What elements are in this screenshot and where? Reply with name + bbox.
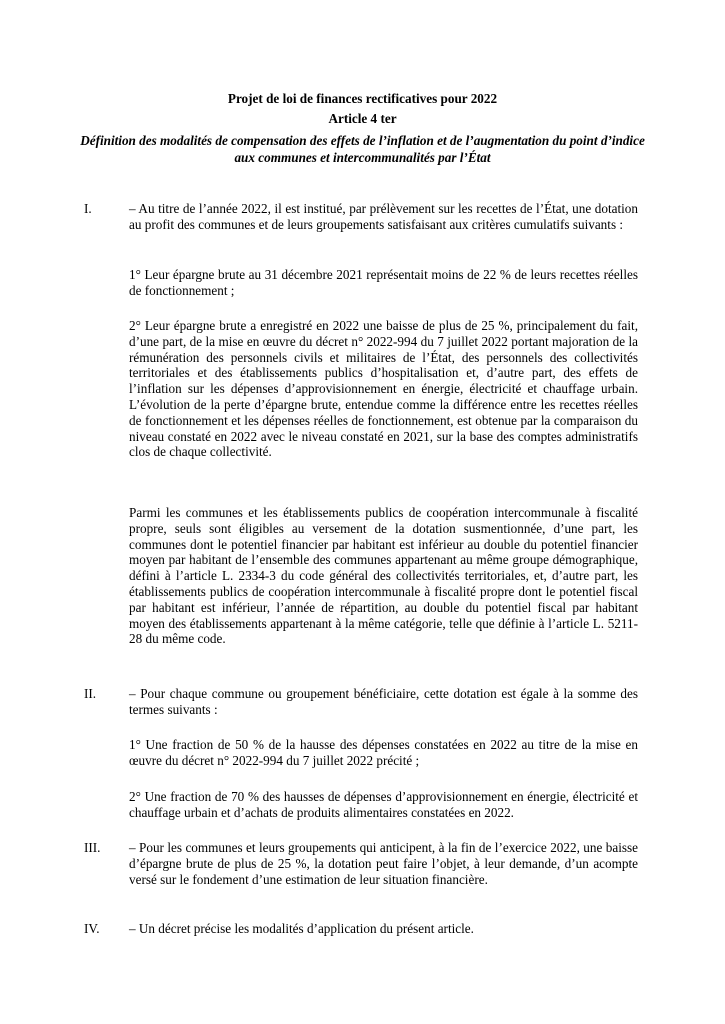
section-i-item-1: 1° Leur épargne brute au 31 décembre 2021 représentait moins de 22 % de leurs recettes réelles de fonctionnement ; xyxy=(129,267,638,298)
section-i-intro: – Au titre de l’année 2022, il est institué, par prélèvement sur les recettes de l’État, une dotation au profit des communes et de leurs groupements satisfaisant aux critères cumulatifs suivants : xyxy=(129,201,638,232)
section-label-iv: IV. xyxy=(84,921,100,936)
section-ii-item-1: 1° Une fraction de 50 % de la hausse des dépenses constatées en 2022 au titre de la mise en œuvre du décret n° 2022-994 du 7 juillet 2022 précité ; xyxy=(129,737,638,768)
section-label-ii: II. xyxy=(84,686,97,701)
section-label-iii: III. xyxy=(84,840,101,855)
section-i-item-2: 2° Leur épargne brute a enregistré en 2022 une baisse de plus de 25 %, principalement du fait, d’une part, de la mise en œuvre du décret n° 2022-994 du 7 juillet 2022 portant majoration de la rémunération des personnels civils et militaires de l’État, des personnels des collectivités territoriales et des établissements publics d’hospitalisation et, d’autre part, des effets de l’inflation sur les dépenses d’approvisionnement en énergie, électricité et chauffage urbain. L’évolution de la perte d’épargne brute, entendue comme la différence entre les recettes réelles de fonctionnement et les dépenses réelles de fonctionnement, est obtenue par la comparaison du niveau constaté en 2022 avec le niveau constaté en 2021, sur la base des comptes administratifs clos de chaque collectivité. xyxy=(129,318,638,460)
section-i-eligibility: Parmi les communes et les établissements publics de coopération intercommunale à fiscalité propre, seuls sont éligibles au versement de la dotation susmentionnée, d’une part, les communes dont le potentiel financier par habitant est inférieur au double du potentiel financier moyen par habitant de l’ensemble des communes appartenant au même groupe démographique, défini à l’article L. 2334-3 du code général des collectivités territoriales, et, d’autre part, les établissements publics de coopération intercommunale à fiscalité propre dont le potentiel fiscal par habitant est inférieur, l’année de répartition, au double du potentiel fiscal par habitant moyen des établissements appartenant à la même catégorie, telle que définie à l’article L. 5211-28 du même code. xyxy=(129,505,638,647)
article-number: Article 4 ter xyxy=(328,111,397,126)
section-iv-text: – Un décret précise les modalités d’application du présent article. xyxy=(129,921,474,936)
section-label-i: I. xyxy=(84,201,92,216)
section-ii-intro: – Pour chaque commune ou groupement bénéficiaire, cette dotation est égale à la somme des termes suivants : xyxy=(129,686,638,717)
section-ii-item-2: 2° Une fraction de 70 % des hausses de dépenses d’approvisionnement en énergie, électricité et chauffage urbain et d’achats de produits alimentaires constatées en 2022. xyxy=(129,789,638,820)
document-title: Projet de loi de finances rectificatives pour 2022 xyxy=(227,91,498,106)
article-subtitle: Définition des modalités de compensation des effets de l’inflation et de l’augmentation du point d’indice aux communes et intercommunalités par l’État xyxy=(80,133,645,165)
section-iii-text: – Pour les communes et leurs groupements qui anticipent, à la fin de l’exercice 2022, une baisse d’épargne brute de plus de 25 %, la dotation peut faire l’objet, à leur demande, d’un acompte versé sur le fondement d’une estimation de leur situation financière. xyxy=(129,840,638,887)
